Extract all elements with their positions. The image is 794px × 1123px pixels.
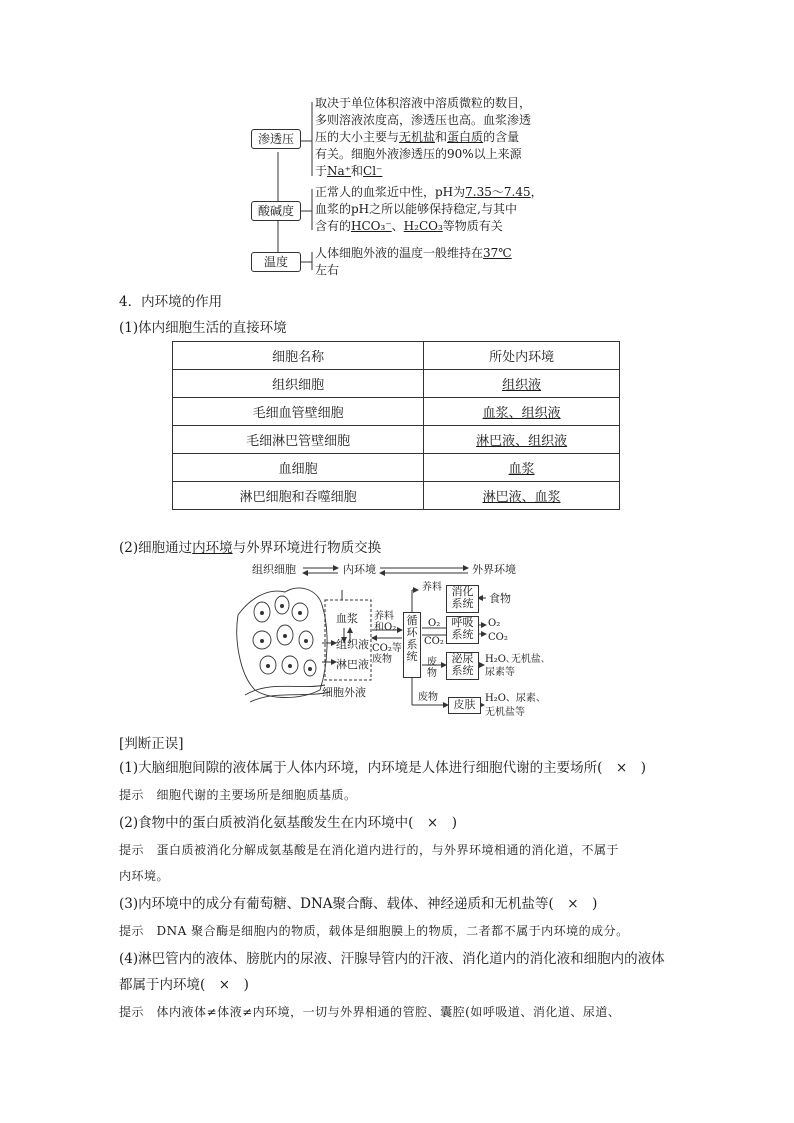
ecf-label: 细胞外液	[322, 686, 366, 699]
table-cell: 毛细血管壁细胞	[173, 398, 424, 426]
table-header-cell: 细胞名称	[173, 342, 424, 370]
judge-question-1: (1)大脑细胞间隙的液体属于人体内环境，内环境是人体进行细胞代谢的主要场所( × )	[119, 760, 646, 776]
o2-out-label: O₂	[488, 618, 501, 629]
table-cell: 血浆	[424, 454, 620, 482]
table-cell: 毛细淋巴管壁细胞	[173, 426, 424, 454]
skin-box: 皮肤	[448, 697, 481, 714]
waste-label-2: 废物	[418, 692, 438, 703]
respiratory-system-box: 呼吸 系统	[446, 616, 479, 644]
judge-hint-2: 提示 蛋白质被消化分解成氨基酸是在消化道内进行的，与外界环境相通的消化道，不属于	[119, 843, 620, 857]
waste-label-1: 废 物	[427, 657, 437, 679]
judge-question-3: (3)内环境中的成分有葡萄糖、DNA聚合酶、载体、神经递质和无机盐等( × )	[119, 896, 598, 912]
table-cell: 淋巴细胞和吞噬细胞	[173, 482, 424, 510]
co2-label: CO₂	[424, 636, 444, 647]
lymph-label: 淋巴液	[336, 658, 369, 671]
subsection-2-title: (2)细胞通过内环境与外界环境进行物质交换	[119, 540, 382, 556]
table-cell: 组织液	[424, 370, 620, 398]
table-cell: 血浆、组织液	[424, 398, 620, 426]
table-header-cell: 所处内环境	[424, 342, 620, 370]
internal-environment-label: 内环境	[343, 563, 376, 576]
table-cell: 组织细胞	[173, 370, 424, 398]
external-environment-label: 外界环境	[472, 563, 516, 576]
ph-description: 正常人的血浆近中性，pH为7.35～7.45， 血浆的pH之所以能够保持稳定,与其中 含有的HCO₃⁻、H₂CO₃等物质有关	[315, 185, 543, 233]
judge-hint-3: 提示 DNA 聚合酶是细胞内的物质，载体是细胞膜上的物质，二者都不属于内环境的成分。	[119, 924, 629, 938]
judge-question-2: (2)食物中的蛋白质被消化氨基酸发生在内环境中( × )	[119, 815, 457, 831]
nutrients-label: 养料	[422, 582, 442, 593]
temperature-box: 温度	[251, 252, 301, 272]
ph-box: 酸碱度	[251, 201, 301, 221]
urinary-system-box: 泌尿 系统	[446, 652, 479, 680]
osmotic-description: 取决于单位体积溶液中溶质微粒的数目， 多则溶液浓度高，渗透压也高。血浆渗透 压的大小主要与无机盐和蛋白质的含量 有关。细胞外液渗透压的90%以上来源 于Na⁺和Cl⁻	[315, 96, 532, 178]
temperature-description: 人体细胞外液的温度一般维持在37℃ 左右	[315, 246, 512, 277]
judge-question-4-cont: 都属于内环境( × )	[119, 977, 249, 993]
tissue-cells-label: 组织细胞	[252, 563, 296, 576]
skin-output-label: H₂O、尿素、 无机盐等	[485, 693, 546, 718]
nutrients-o2-label: 养料 和O₂	[374, 611, 397, 633]
judge-hint-4: 提示 体内液体≠体液≠内环境，一切与外界相通的管腔、囊腔(如呼吸道、消化道、尿道、	[119, 1005, 621, 1019]
digestive-system-box: 消化 系统	[446, 585, 479, 613]
table-cell: 淋巴液、血浆	[424, 482, 620, 510]
tissue-fluid-label: 组织液	[336, 638, 369, 651]
o2-label: O₂	[428, 618, 441, 629]
table-cell: 血细胞	[173, 454, 424, 482]
co2-out-label: CO₂	[488, 632, 508, 643]
plasma-label: 血浆	[336, 612, 358, 625]
circulatory-system-box: 循 环 系 统	[403, 612, 421, 678]
judge-title: [判断正误]	[119, 736, 184, 752]
table-cell: 淋巴液、组织液	[424, 426, 620, 454]
section-title: 4．内环境的作用	[119, 294, 223, 310]
food-label: 食物	[489, 592, 511, 605]
osmotic-pressure-box: 渗透压	[251, 129, 301, 149]
judge-question-4: (4)淋巴管内的液体、膀胱内的尿液、汗腺导管内的汗液、消化道内的消化液和细胞内的液体	[119, 951, 665, 967]
judge-hint-2-cont: 内环境。	[119, 869, 170, 883]
judge-hint-1: 提示 细胞代谢的主要场所是细胞质基质。	[119, 788, 357, 802]
urinary-output-label: H₂O､无机盐､ 尿素等	[485, 654, 546, 678]
subsection-1-title: (1)体内细胞生活的直接环境	[119, 320, 287, 336]
co2-waste-label: CO₂等 废物	[372, 643, 402, 665]
